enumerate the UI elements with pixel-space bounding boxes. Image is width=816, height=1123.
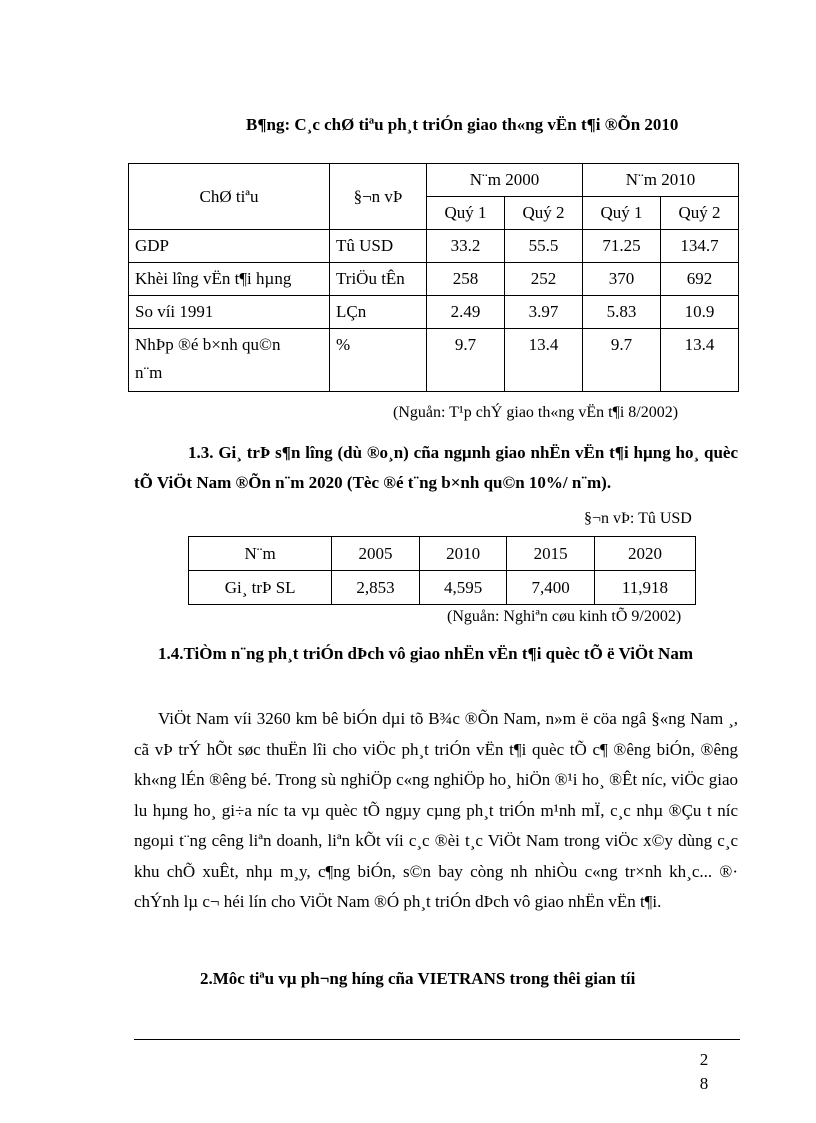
row-unit: % [330,329,427,392]
page-number-digit: 2 [699,1050,709,1069]
table-row [129,263,739,296]
cell-value: 2,853 [332,571,420,605]
cell-value: 7,400 [507,571,595,605]
cell-value: 55.5 [505,230,583,263]
footer-divider [134,1039,740,1040]
cell-value: 9.7 [427,329,505,392]
table-source: (Nguån: T¹p chÝ giao th«ng vËn t¶i 8/2002) [393,404,679,421]
table-row [129,329,739,392]
cell-value: 3.97 [505,296,583,329]
quarter-header: Quý 1 [583,197,661,230]
cell-value: 71.25 [583,230,661,263]
output-value-table [188,536,696,605]
unit-column-header: §¬n vÞ [330,164,427,230]
cell-value: 370 [583,263,661,296]
cell-value: Gi¸ trÞ SL [189,571,332,605]
cell-value: 5.83 [583,296,661,329]
cell-value: 2.49 [427,296,505,329]
section-heading-2: 2.Môc tiªu vµ ph¬ng híng cña VIETRANS trong thêi gian tíi [200,969,636,988]
table-row [189,571,696,605]
row-unit: LÇn [330,296,427,329]
cell-value: 9.7 [583,329,661,392]
row-label-line: NhÞp ®é b×nh qu©n [135,335,281,354]
row-label: Khèi lîng vËn t¶i hµng [129,263,330,296]
row-label [129,329,330,392]
table-header-cell: 2010 [419,537,507,571]
year-2010-header: N¨m 2010 [583,164,739,197]
cell-value: 13.4 [505,329,583,392]
table-header-cell: 2005 [332,537,420,571]
cell-value: 10.9 [661,296,739,329]
indicator-column-header: ChØ tiªu [129,164,330,230]
body-paragraph: ViÖt Nam víi 3260 km bê biÓn dµi tõ B¾c ®Õn Nam, n»m ë cöa ngâ §«ng Nam ¸, cã vÞ trÝ hÕt søc thuËn lîi cho viÖc ph¸t triÓn vËn t¶i quèc tÕ c¶ ®êng biÓn, ®êng kh«ng lÉn ®êng bé. Trong sù nghiÖp c«ng nghiÖp ho¸ hiÖn ®¹i ho¸ ®Êt níc, viÖc giao lu hµng ho¸ gi÷a níc ta vµ quèc tÕ ngµy cµng ph¸t triÓn m¹nh mÏ, c¸c nhµ ®Çu t níc ngoµi t¨ng cêng liªn doanh, liªn kÕt víi c¸c ®èi t¸c ViÖt Nam trong viÖc x©y dùng c¸c khu chÕ xuÊt, nhµ m¸y, c¶ng biÓn, s©n bay còng nh nhiÒu c«ng tr×nh kh¸c... ®· chÝnh lµ c¬ héi lín cho ViÖt Nam ®Ó ph¸t triÓn dÞch vô giao nhËn vËn t¶i. [134,709,738,911]
development-indicators-table [128,163,739,392]
table-row [129,296,739,329]
row-label: So víi 1991 [129,296,330,329]
row-unit: Tû USD [330,230,427,263]
table-header-row [189,537,696,571]
page-number-digit: 8 [699,1074,709,1093]
table-header-cell: 2015 [507,537,595,571]
row-unit: TriÖu tÊn [330,263,427,296]
quarter-header: Quý 2 [661,197,739,230]
table-header-cell: N¨m [189,537,332,571]
cell-value: 252 [505,263,583,296]
year-2000-header: N¨m 2000 [427,164,583,197]
section-heading-1-3: 1.3. Gi¸ trÞ s¶n lîng (dù ®o¸n) cña ngµnh giao nhËn vËn t¶i hµng ho¸ quèc tÕ ViÖt Nam ®Õn n¨m 2020 (Tèc ®é t¨ng b×nh qu©n 10%/ n¨m). [134,443,738,492]
row-label: GDP [129,230,330,263]
cell-value: 4,595 [419,571,507,605]
table-row [129,230,739,263]
section-heading-1-4: 1.4.TiÒm n¨ng ph¸t triÓn dÞch vô giao nhËn vËn t¶i quèc tÕ ë ViÖt Nam [158,644,693,663]
cell-value: 13.4 [661,329,739,392]
cell-value: 692 [661,263,739,296]
table-header-row [129,164,739,197]
table-header-cell: 2020 [594,537,695,571]
cell-value: 33.2 [427,230,505,263]
quarter-header: Quý 2 [505,197,583,230]
page-number [698,1048,710,1096]
quarter-header: Quý 1 [427,197,505,230]
cell-value: 134.7 [661,230,739,263]
table-source: (Nguån: Nghiªn cøu kinh tÕ 9/2002) [447,608,682,625]
row-label-line: n¨m [135,363,163,382]
unit-label: §¬n vÞ: Tû USD [584,510,692,527]
cell-value: 11,918 [594,571,695,605]
cell-value: 258 [427,263,505,296]
table-title: B¶ng: C¸c chØ tiªu ph¸t triÓn giao th«ng vËn t¶i ®Õn 2010 [246,115,679,134]
